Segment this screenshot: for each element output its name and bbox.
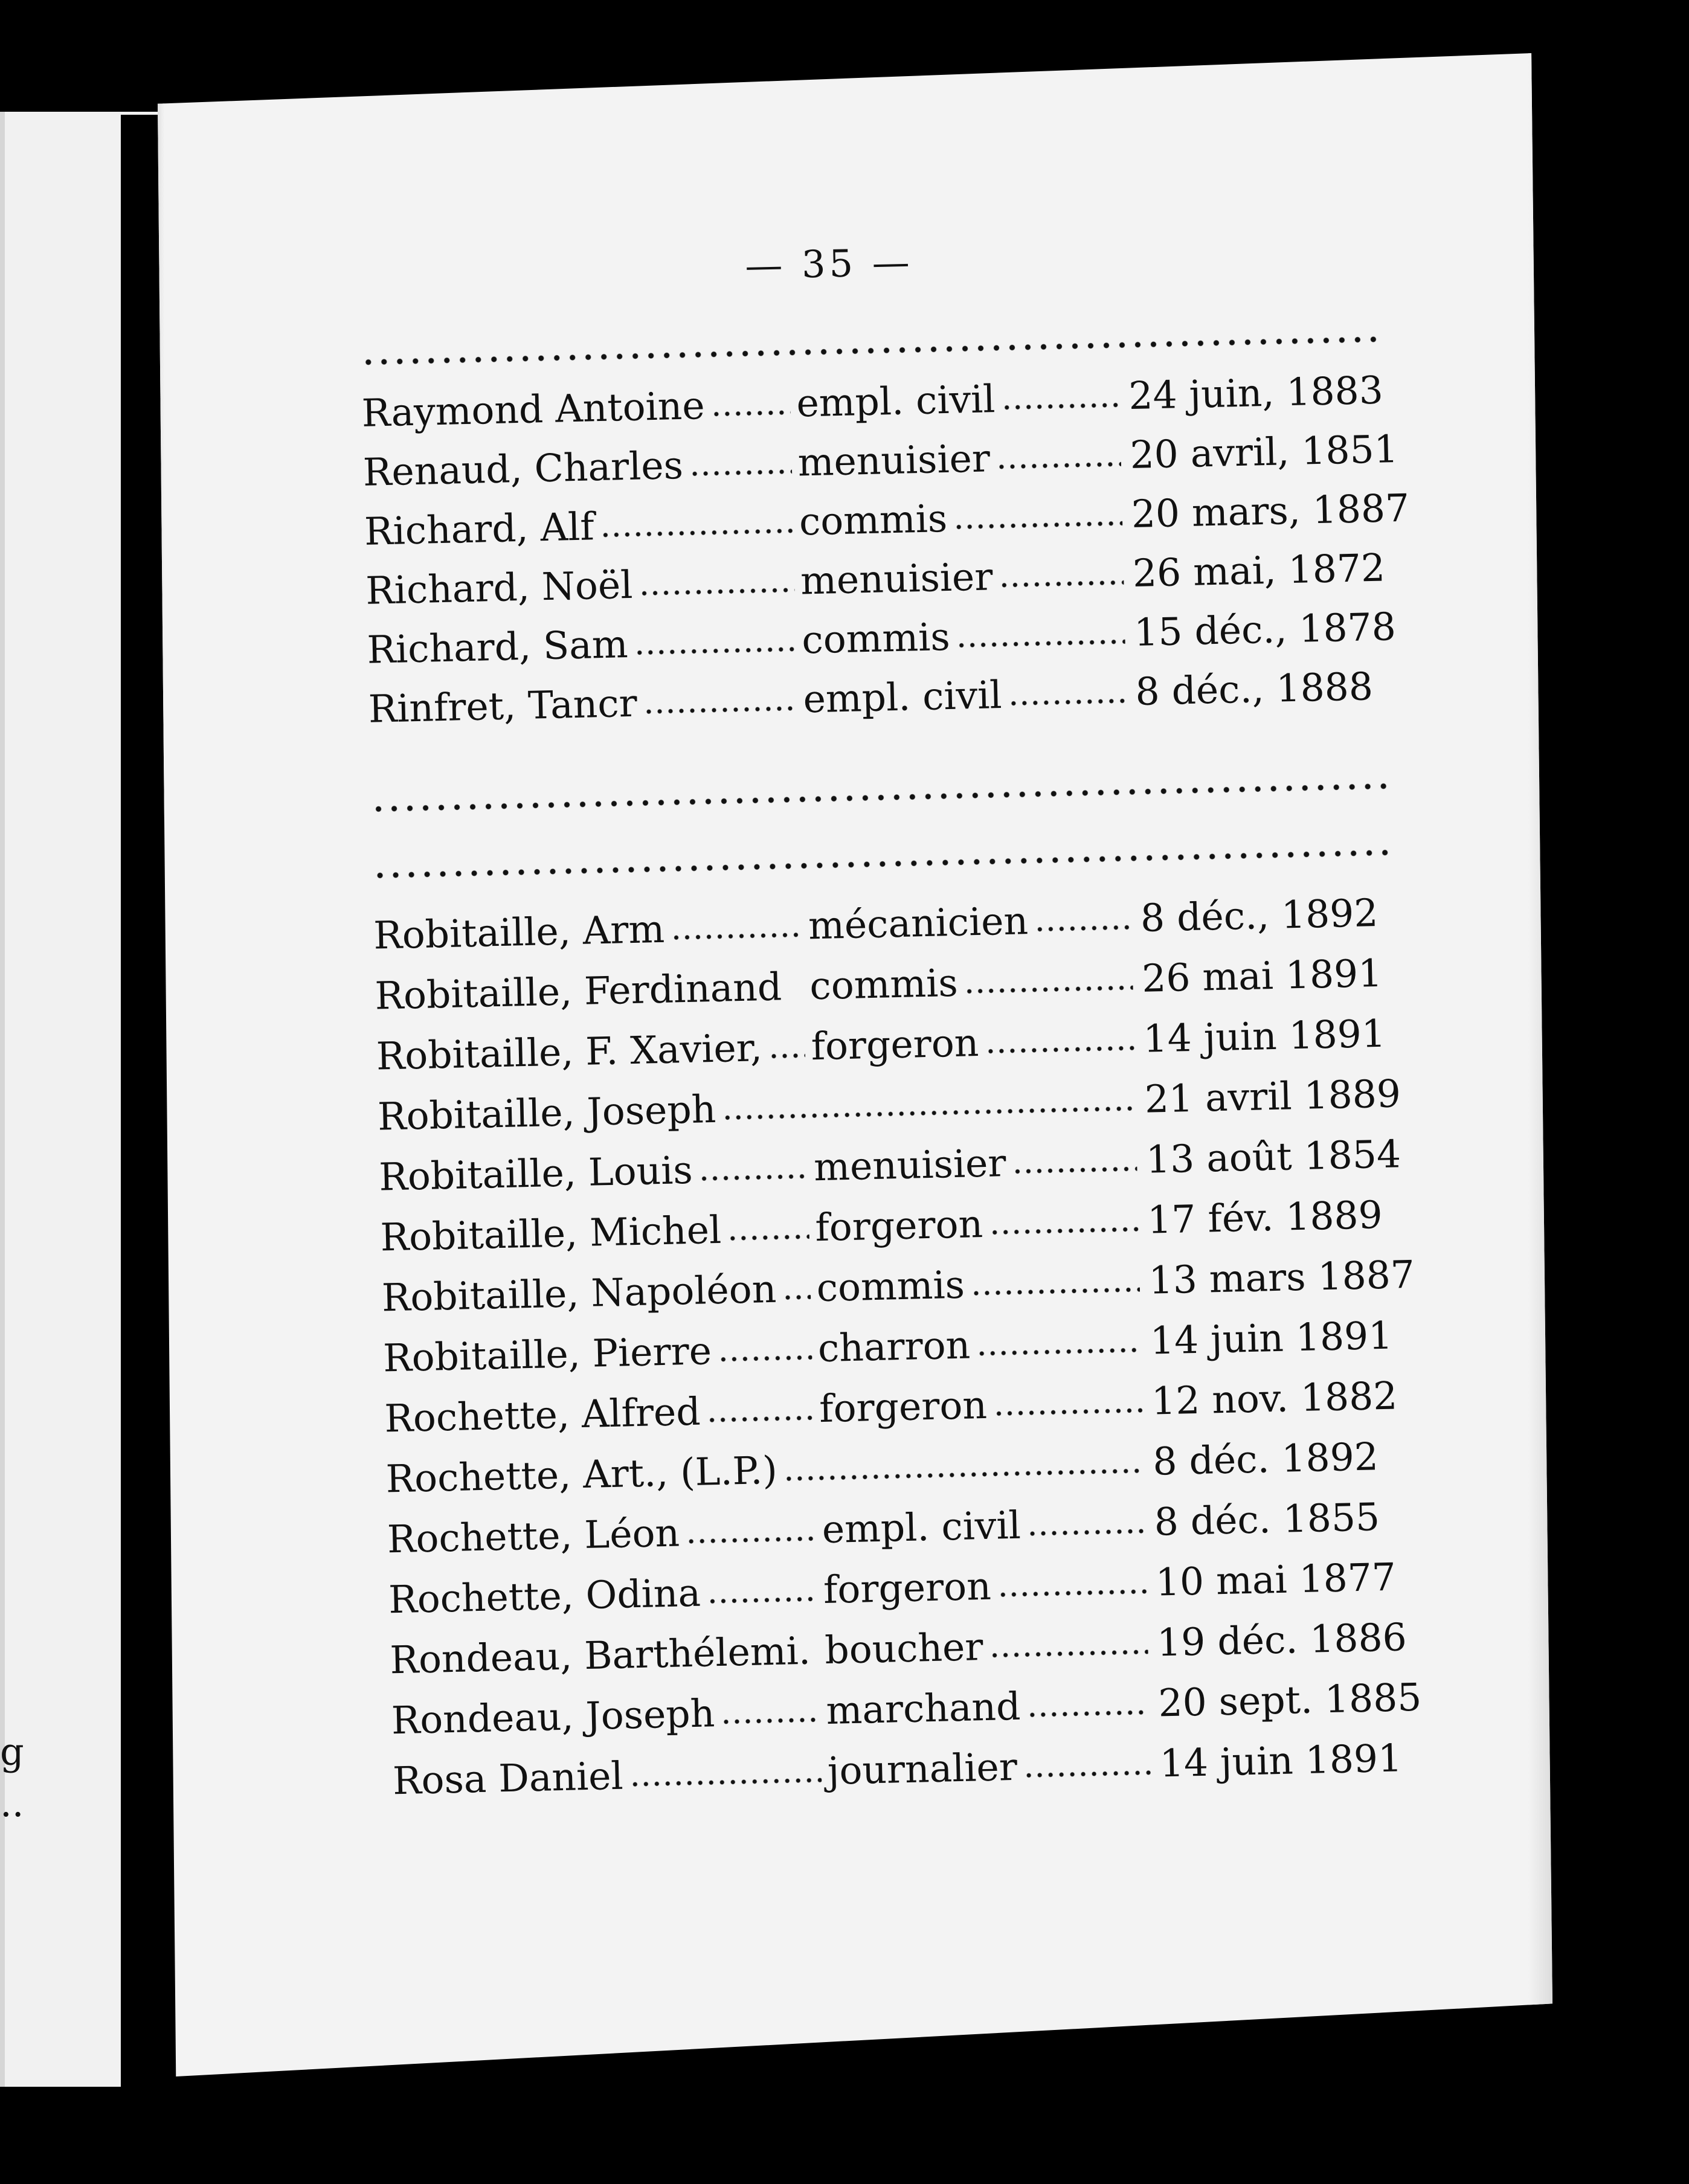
dot-leader bbox=[707, 1595, 817, 1605]
dot-leader bbox=[783, 1466, 1144, 1483]
dot-leader bbox=[689, 467, 792, 478]
dot-leader bbox=[964, 983, 1133, 995]
entry-name: Robitaille, Arm bbox=[373, 907, 665, 958]
dot-leader bbox=[1027, 1527, 1145, 1538]
dot-leader bbox=[639, 586, 794, 598]
dot-leader bbox=[671, 931, 802, 942]
entry-date: 26 mai 1891 bbox=[1141, 951, 1383, 1001]
entry-date: 20 sept. 1885 bbox=[1157, 1675, 1423, 1726]
entry-occupation: journalier bbox=[827, 1744, 1018, 1793]
entry-date: 20 avril, 1851 bbox=[1129, 426, 1399, 478]
entry-occupation: empl. civil bbox=[822, 1503, 1021, 1552]
dot-leader bbox=[1008, 696, 1127, 707]
dot-leader bbox=[768, 1052, 805, 1061]
entry-occupation: commis bbox=[809, 960, 959, 1009]
dot-leader bbox=[976, 1346, 1141, 1358]
dot-leader bbox=[1002, 400, 1120, 411]
page-edge-shadow bbox=[1528, 53, 1552, 2076]
entry-occupation: forgeron bbox=[814, 1201, 983, 1250]
entry-name: Rondeau, Barthélemi. bbox=[389, 1628, 811, 1683]
entry-date: 8 déc., 1892 bbox=[1140, 890, 1379, 940]
dot-leader bbox=[643, 704, 797, 716]
dot-leader bbox=[629, 1776, 822, 1788]
entry-name: Raymond Antoine bbox=[361, 384, 706, 435]
entry-name: Rochette, Odina bbox=[388, 1570, 701, 1622]
entry-date: 10 mai 1877 bbox=[1155, 1555, 1397, 1605]
dot-leader bbox=[634, 645, 796, 657]
dot-leader bbox=[989, 1648, 1148, 1660]
entry-name: Robitaille, Joseph bbox=[377, 1087, 717, 1139]
entry-occupation: charron bbox=[817, 1323, 971, 1371]
entry-name: Richard, Alf bbox=[364, 504, 595, 554]
dot-leader bbox=[782, 1293, 811, 1302]
entry-name: Renaud, Charles bbox=[362, 443, 684, 495]
entry-name: Robitaille, Pierre bbox=[382, 1329, 712, 1381]
entry-date: 12 nov. 1882 bbox=[1151, 1373, 1398, 1424]
entry-occupation: commis bbox=[799, 496, 948, 544]
dot-leader bbox=[722, 1104, 1136, 1122]
entry-date: 17 fév. 1889 bbox=[1147, 1192, 1383, 1242]
entry-name: Rochette, Léon bbox=[387, 1511, 680, 1562]
dot-leader bbox=[707, 1413, 814, 1424]
entry-date: 24 juin, 1883 bbox=[1128, 368, 1384, 419]
entry-name: Rochette, Alfred bbox=[384, 1389, 701, 1441]
dot-leader bbox=[727, 1232, 809, 1242]
dot-leader bbox=[989, 1225, 1139, 1237]
entry-name: Richard, Noël bbox=[365, 562, 634, 613]
entry-date: 20 mars, 1887 bbox=[1131, 486, 1410, 537]
dot-leader bbox=[956, 637, 1125, 649]
entry-date: 13 mars 1887 bbox=[1148, 1252, 1415, 1303]
entry-occupation: menuisier bbox=[813, 1141, 1007, 1190]
entry-occupation: marchand bbox=[825, 1684, 1021, 1733]
entry-occupation: mécanicien bbox=[808, 899, 1029, 948]
dot-leader bbox=[711, 408, 791, 419]
entry-date: 14 juin 1891 bbox=[1150, 1313, 1394, 1363]
entry-date: 13 août 1854 bbox=[1145, 1132, 1401, 1182]
left-fragment-2: .. bbox=[0, 1781, 24, 1825]
entry-occupation: menuisier bbox=[797, 436, 991, 485]
dot-leader bbox=[985, 1044, 1134, 1056]
dot-leader bbox=[953, 519, 1122, 531]
dot-leader bbox=[1023, 1768, 1151, 1780]
entry-name: Robitaille, Michel bbox=[379, 1207, 722, 1260]
entry-occupation: empl. civil bbox=[796, 377, 996, 426]
entry-name: Rosa Daniel bbox=[392, 1753, 624, 1803]
entry-occupation: commis bbox=[801, 614, 951, 663]
dot-leader bbox=[600, 527, 793, 539]
dot-leader bbox=[1034, 923, 1131, 934]
dot-leader bbox=[997, 1587, 1147, 1599]
dot-leader bbox=[686, 1534, 816, 1546]
dot-leader bbox=[1012, 1164, 1137, 1176]
dot-leader bbox=[718, 1353, 812, 1364]
entry-name: Robitaille, Louis bbox=[378, 1148, 693, 1200]
entry-occupation: empl. civil bbox=[802, 672, 1003, 722]
page-number: — 35 — bbox=[744, 240, 914, 288]
entry-date: 8 déc. 1855 bbox=[1153, 1495, 1380, 1544]
entry-date: 15 déc., 1878 bbox=[1133, 605, 1397, 655]
entry-occupation: menuisier bbox=[800, 554, 994, 603]
entry-date: 8 déc. 1892 bbox=[1152, 1434, 1379, 1484]
dot-leader bbox=[996, 460, 1121, 471]
entry-name: Robitaille, Ferdinand bbox=[374, 965, 782, 1018]
dot-leader bbox=[993, 1406, 1142, 1418]
left-fragment-1: g bbox=[0, 1730, 24, 1774]
dot-leader bbox=[698, 1172, 808, 1183]
entry-name: Rochette, Art., (L.P.) bbox=[385, 1448, 778, 1502]
entry-occupation: forgeron bbox=[810, 1021, 980, 1069]
entry-name: Robitaille, F. Xavier, bbox=[376, 1026, 763, 1079]
entry-date: 14 juin 1891 bbox=[1159, 1736, 1403, 1786]
entry-name: Rinfret, Tancr bbox=[368, 681, 638, 731]
entry-occupation: forgeron bbox=[819, 1383, 988, 1431]
dot-leader bbox=[1027, 1708, 1150, 1720]
entry-name: Richard, Sam bbox=[366, 622, 629, 672]
entry-date: 21 avril 1889 bbox=[1144, 1071, 1401, 1122]
entry-date: 26 mai, 1872 bbox=[1132, 545, 1386, 596]
dot-leader bbox=[971, 1285, 1140, 1297]
entry-date: 19 déc. 1886 bbox=[1156, 1615, 1408, 1665]
entry-date: 8 déc., 1888 bbox=[1134, 664, 1374, 714]
entry-name: Robitaille, Napoléon bbox=[381, 1267, 777, 1320]
dot-leader bbox=[999, 578, 1124, 589]
entry-name: Rondeau, Joseph bbox=[391, 1691, 715, 1743]
entry-occupation: boucher bbox=[824, 1625, 984, 1673]
entry-occupation: forgeron bbox=[823, 1564, 992, 1613]
entry-date: 14 juin 1891 bbox=[1142, 1011, 1386, 1061]
entry-occupation: commis bbox=[816, 1262, 965, 1311]
dot-leader bbox=[721, 1715, 820, 1726]
